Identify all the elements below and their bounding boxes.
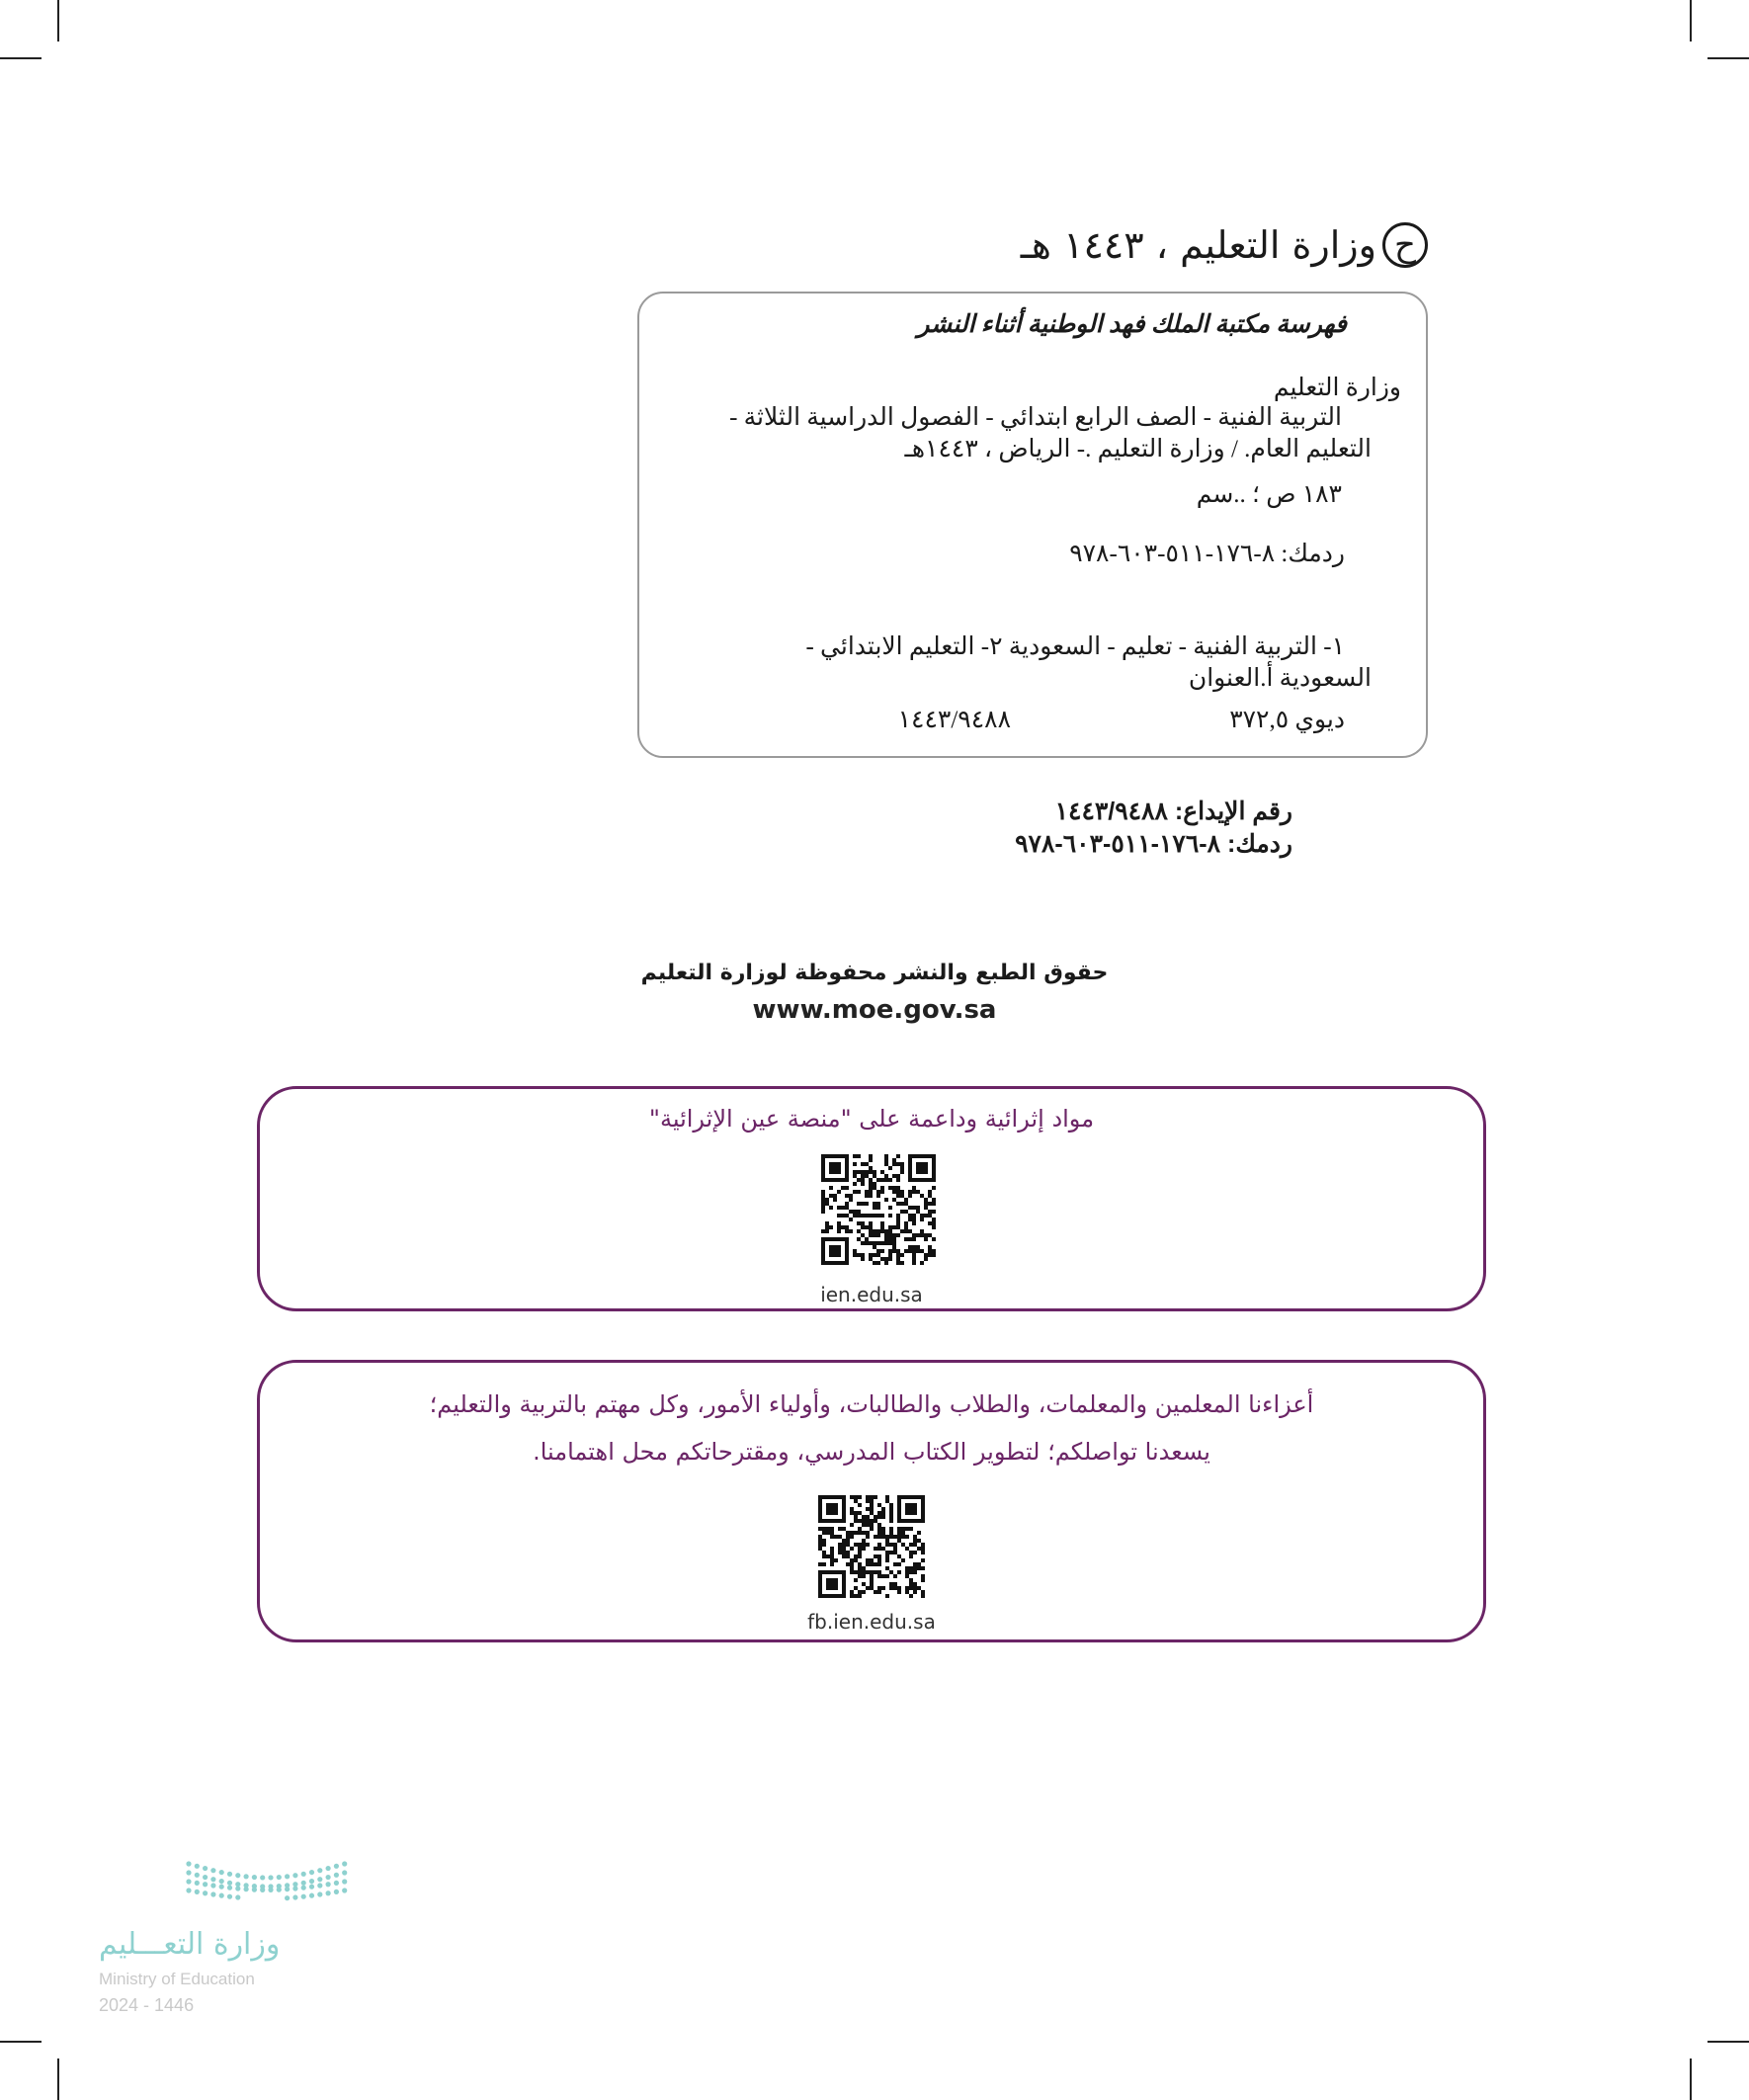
cip-author: وزارة التعليم: [1273, 375, 1401, 401]
cip-title-line-1: التربية الفنية - الصف الرابع ابتدائي - الفصول الدراسية الثلاثة -: [729, 404, 1342, 431]
qr-code-icon[interactable]: [821, 1154, 936, 1265]
crop-mark: [0, 57, 42, 59]
crop-mark: [1690, 2058, 1692, 2100]
copyright-line: [1021, 222, 1428, 268]
deposit-number: رقم الإيداع: ١٤٤٣/٩٤٨٨: [1054, 798, 1292, 825]
deposit-info: [1015, 796, 1292, 861]
crop-mark: [1707, 2041, 1749, 2043]
feedback-line-2: يسعدنا تواصلكم؛ لتطوير الكتاب المدرسي، ومقترحاتكم محل اهتمامنا.: [533, 1438, 1210, 1466]
ministry-website[interactable]: www.moe.gov.sa: [752, 995, 997, 1025]
cip-deposit-number: ١٤٤٣/٩٤٨٨: [897, 707, 1011, 733]
copyright-text: وزارة التعليم ، ١٤٤٣ هـ: [1020, 223, 1376, 267]
qr-code-icon[interactable]: [818, 1495, 925, 1598]
ministry-logo-english: Ministry of Education: [99, 1970, 255, 1988]
enrichment-panel: [257, 1086, 1486, 1311]
copyright-symbol: ح: [1382, 222, 1428, 268]
crop-mark: [57, 0, 59, 42]
cip-subjects-line-2: السعودية أ.العنوان: [1188, 665, 1372, 692]
cip-subjects-line-1: ١- التربية الفنية - تعليم - السعودية ٢- التعليم الابتدائي -: [805, 633, 1345, 660]
cip-isbn: ردمك: ٨-١٧٦-٥١١-٦٠٣-٩٧٨: [1069, 541, 1345, 567]
ministry-logo-dots-icon: [183, 1858, 351, 1917]
cip-heading: فهرسة مكتبة الملك فهد الوطنية أثناء النشر: [917, 311, 1347, 338]
feedback-url[interactable]: fb.ien.edu.sa: [807, 1610, 936, 1634]
crop-mark: [0, 2041, 42, 2043]
cip-pages: ١٨٣ ص ؛ ..سم: [1196, 481, 1342, 508]
enrichment-title: مواد إثرائية وداعمة على "منصة عين الإثرائية": [648, 1105, 1095, 1133]
enrichment-url[interactable]: ien.edu.sa: [820, 1283, 923, 1306]
isbn-number: ردمك: ٨-١٧٦-٥١١-٦٠٣-٩٧٨: [1015, 830, 1292, 858]
cip-catalog-box: [637, 292, 1428, 758]
feedback-line-1: أعزاءنا المعلمين والمعلمات، والطلاب والطالبات، وأولياء الأمور، وكل مهتم بالتربية والتعليم؛: [429, 1390, 1314, 1418]
crop-mark: [1690, 0, 1692, 42]
crop-mark: [57, 2058, 59, 2100]
ministry-logo-year: 2024 - 1446: [99, 1995, 195, 2015]
rights-statement: حقوق الطبع والنشر محفوظة لوزارة التعليم: [640, 961, 1109, 985]
cip-title-line-2: التعليم العام. / وزارة التعليم .- الرياض ، ١٤٤٣هـ: [904, 436, 1372, 462]
crop-mark: [1707, 57, 1749, 59]
feedback-panel: [257, 1360, 1486, 1642]
ministry-logo-arabic: وزارة التعـــليم: [99, 1927, 281, 1962]
cip-dewey: ديوي ٣٧٢,٥: [1229, 707, 1345, 733]
